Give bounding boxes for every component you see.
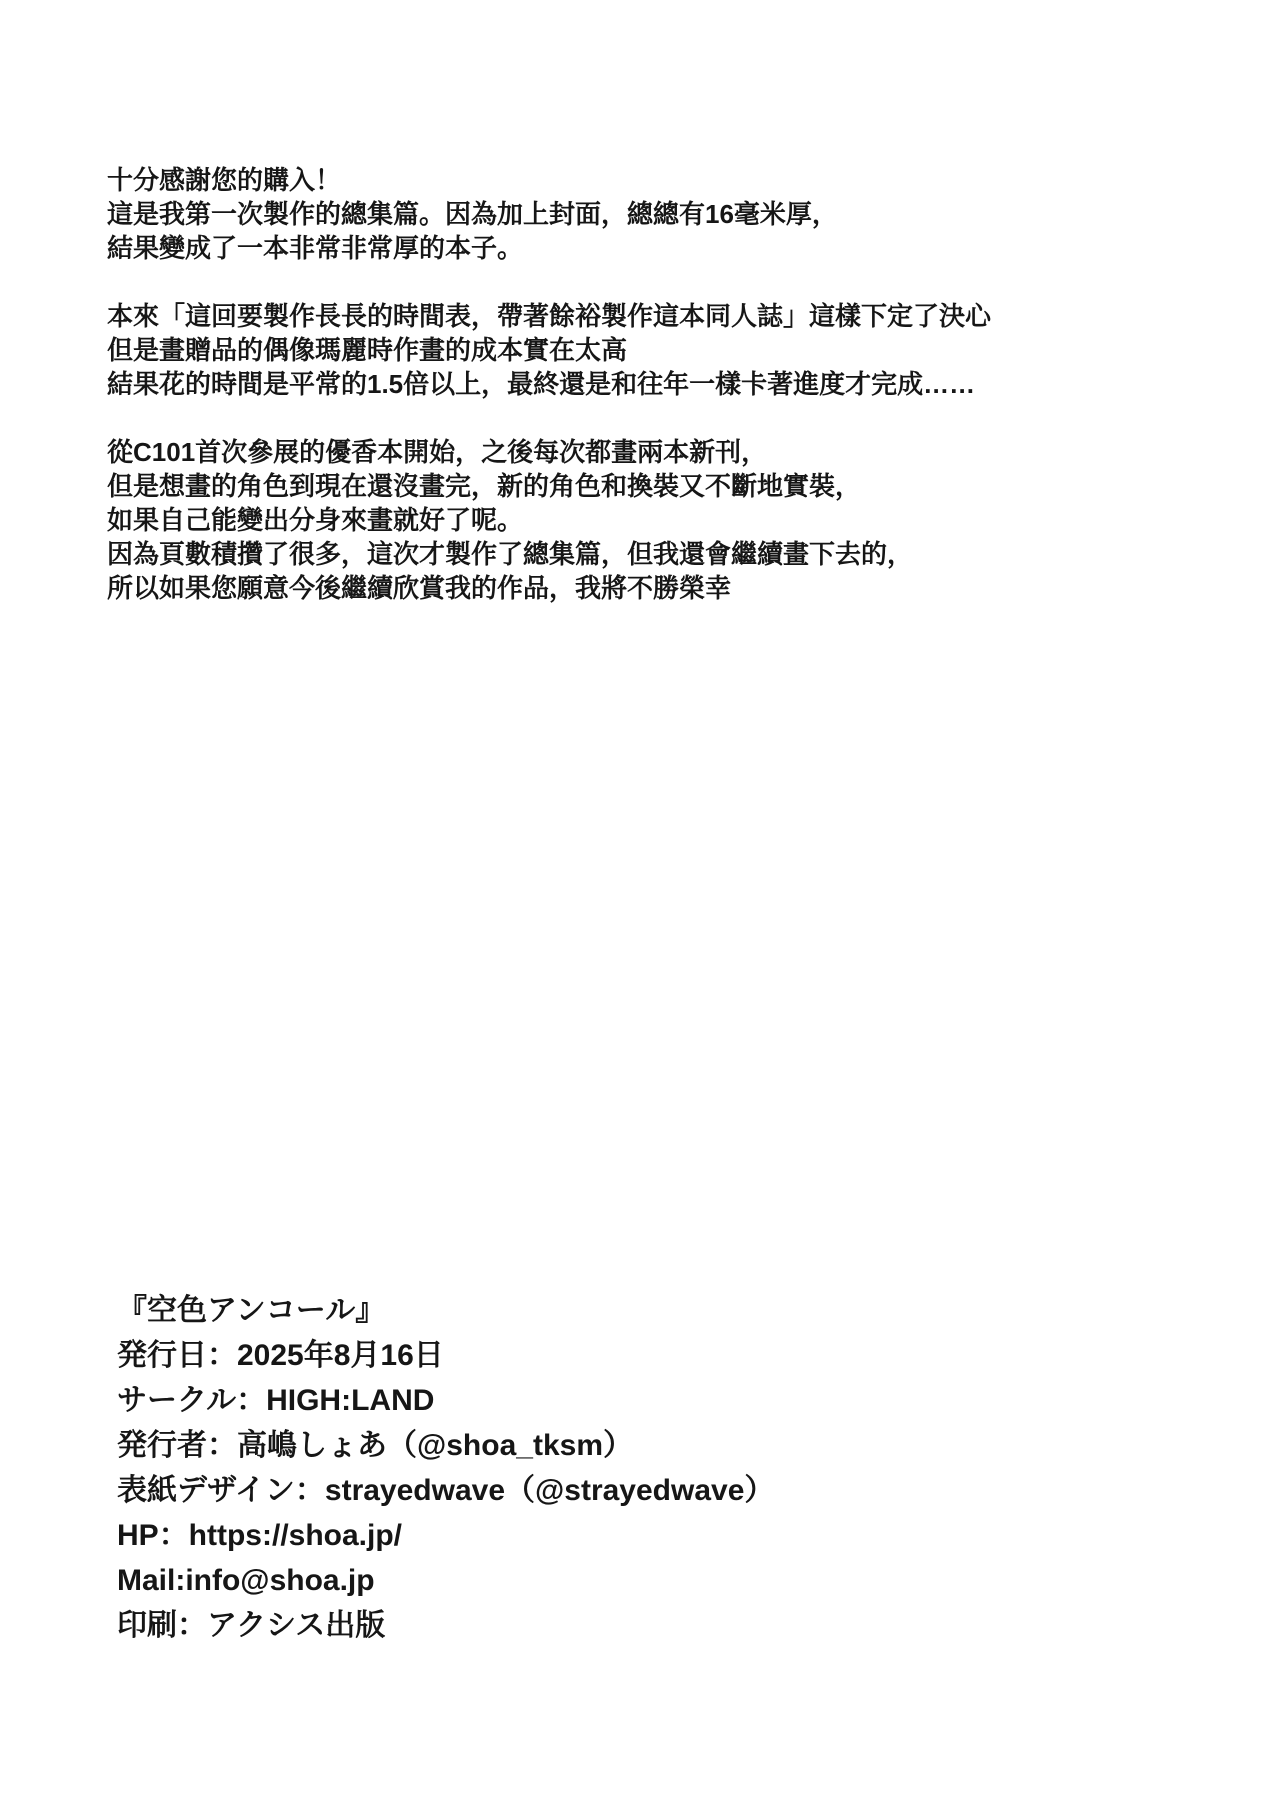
text-line: 結果花的時間是平常的1.5倍以上，最終還是和往年一樣卡著進度才完成…… xyxy=(107,369,976,399)
cover-design-line: 表紙デザイン：strayedwave（@strayedwave） xyxy=(117,1474,775,1507)
text-line: 因為頁數積攢了很多，這次才製作了總集篇，但我還會繼續畫下去的， xyxy=(107,539,914,569)
text-line: 十分感謝您的購入！ xyxy=(107,165,342,195)
text-line: 所以如果您願意今後繼續欣賞我的作品，我將不勝榮幸 xyxy=(107,573,732,603)
production-paragraph xyxy=(107,299,1207,401)
book-title: 『空色アンコール』 xyxy=(117,1294,386,1327)
colophon-block xyxy=(117,1288,1217,1648)
text-line: 結果變成了一本非常非常厚的本子。 xyxy=(107,233,524,263)
printer-line: 印刷：アクシス出版 xyxy=(117,1609,386,1642)
afterword-text-block xyxy=(107,163,1207,605)
publish-date-line: 発行日：2025年8月16日 xyxy=(117,1339,444,1372)
text-line: 從C101首次參展的優香本開始，之後每次都畫兩本新刊， xyxy=(107,437,768,467)
history-paragraph xyxy=(107,435,1207,605)
text-line: 這是我第一次製作的總集篇。因為加上封面，總總有16毫米厚， xyxy=(107,199,838,229)
text-line: 如果自己能變出分身來畫就好了呢。 xyxy=(107,505,524,535)
mail-line: Mail:info@shoa.jp xyxy=(117,1564,375,1597)
text-line: 但是畫贈品的偶像瑪麗時作畫的成本實在太高 xyxy=(107,335,628,365)
circle-line: サークル：HIGH:LAND xyxy=(117,1384,435,1417)
homepage-line: HP：https://shoa.jp/ xyxy=(117,1519,402,1552)
publisher-line: 発行者：高嶋しょあ（@shoa_tksm） xyxy=(117,1429,633,1462)
thanks-paragraph xyxy=(107,163,1207,265)
text-line: 但是想畫的角色到現在還沒畫完，新的角色和換裝又不斷地實裝， xyxy=(107,471,862,501)
text-line: 本來「這回要製作長長的時間表，帶著餘裕製作這本同人誌」這樣下定了決心 xyxy=(107,301,992,331)
